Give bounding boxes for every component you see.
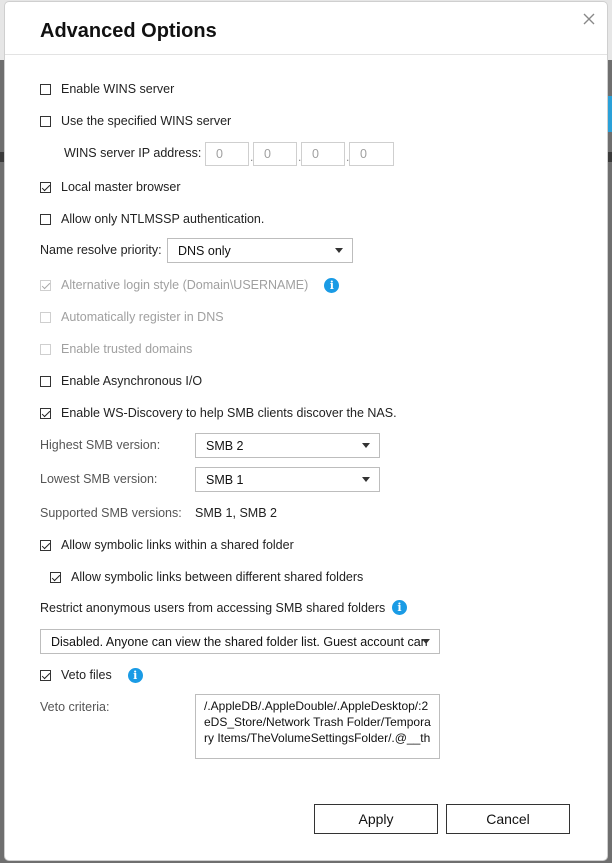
alt-login-row <box>40 275 339 295</box>
alt-login-checkbox <box>40 280 51 291</box>
restrict-anonymous-value: Disabled. Anyone can view the shared folder list. Guest account can <box>51 634 428 649</box>
local-master-label: Local master browser <box>61 180 181 194</box>
alt-login-label: Alternative login style (Domain\USERNAME) <box>61 278 309 292</box>
apply-button[interactable]: Apply <box>314 804 438 834</box>
enable-wins-label: Enable WINS server <box>61 82 175 96</box>
highest-smb-value: SMB 2 <box>206 438 244 453</box>
lowest-smb-select[interactable] <box>195 467 380 492</box>
local-master-row <box>40 177 181 197</box>
chevron-down-icon <box>362 477 370 482</box>
veto-files-checkbox[interactable] <box>40 670 51 681</box>
lowest-smb-value: SMB 1 <box>206 472 244 487</box>
ws-discovery-row <box>40 403 397 423</box>
local-master-checkbox[interactable] <box>40 182 51 193</box>
symlinks-within-row <box>40 535 294 555</box>
enable-wins-checkbox[interactable] <box>40 84 51 95</box>
async-io-checkbox[interactable] <box>40 376 51 387</box>
wins-ip-octet-4[interactable]: 0 <box>349 142 394 166</box>
wins-ip-octet-2[interactable]: 0 <box>253 142 297 166</box>
lowest-smb-label: Lowest SMB version: <box>40 472 158 486</box>
wins-ip-octet-1[interactable]: 0 <box>205 142 249 166</box>
supported-smb-label: Supported SMB versions: <box>40 506 182 520</box>
trusted-domains-checkbox <box>40 344 51 355</box>
veto-files-label: Veto files <box>61 668 112 682</box>
symlinks-between-row <box>50 567 363 587</box>
veto-criteria-label: Veto criteria: <box>40 700 110 714</box>
cancel-button[interactable]: Cancel <box>446 804 570 834</box>
restrict-anonymous-label: Restrict anonymous users from accessing SMB shared folders <box>40 601 386 615</box>
ntlmssp-label: Allow only NTLMSSP authentication. <box>61 212 265 226</box>
wins-ip-octet-3[interactable]: 0 <box>301 142 345 166</box>
advanced-options-dialog <box>5 2 607 860</box>
name-resolve-value: DNS only <box>178 243 231 258</box>
close-icon[interactable] <box>581 11 597 27</box>
name-resolve-label: Name resolve priority: <box>40 243 162 257</box>
name-resolve-select[interactable] <box>167 238 353 263</box>
wins-ip-dot: . <box>346 150 350 164</box>
ws-discovery-label: Enable WS-Discovery to help SMB clients discover the NAS. <box>61 406 397 420</box>
auto-dns-row <box>40 307 224 327</box>
use-specified-wins-checkbox[interactable] <box>40 116 51 127</box>
info-icon[interactable]: i <box>392 600 407 615</box>
enable-wins-row <box>40 79 174 99</box>
dialog-title: Advanced Options <box>40 20 217 42</box>
highest-smb-select[interactable] <box>195 433 380 458</box>
auto-dns-label: Automatically register in DNS <box>61 310 224 324</box>
async-io-row <box>40 371 202 391</box>
symlinks-within-checkbox[interactable] <box>40 540 51 551</box>
trusted-domains-label: Enable trusted domains <box>61 342 193 356</box>
auto-dns-checkbox <box>40 312 51 323</box>
supported-smb-value: SMB 1, SMB 2 <box>195 506 277 520</box>
wins-ip-dot: . <box>298 150 302 164</box>
chevron-down-icon <box>335 248 343 253</box>
wins-ip-dot: . <box>250 150 254 164</box>
info-icon[interactable]: i <box>128 668 143 683</box>
trusted-domains-row <box>40 339 192 359</box>
use-specified-wins-row <box>40 111 231 131</box>
chevron-down-icon <box>362 443 370 448</box>
highest-smb-label: Highest SMB version: <box>40 438 161 452</box>
info-icon[interactable]: i <box>324 278 339 293</box>
chevron-down-icon <box>422 639 430 644</box>
ws-discovery-checkbox[interactable] <box>40 408 51 419</box>
symlinks-within-label: Allow symbolic links within a shared folder <box>61 538 294 552</box>
veto-criteria-textarea[interactable]: /.AppleDB/.AppleDouble/.AppleDesktop/:2eDS_Store/Network Trash Folder/Temporary Items/TheVolumeSettingsFolder/.@__th <box>195 694 440 759</box>
ntlmssp-checkbox[interactable] <box>40 214 51 225</box>
async-io-label: Enable Asynchronous I/O <box>61 374 203 388</box>
ntlmssp-row <box>40 209 264 229</box>
title-divider <box>5 54 607 55</box>
symlinks-between-label: Allow symbolic links between different shared folders <box>71 570 364 584</box>
restrict-anonymous-select[interactable] <box>40 629 440 654</box>
veto-files-row <box>40 665 143 685</box>
use-specified-wins-label: Use the specified WINS server <box>61 114 232 128</box>
wins-ip-label: WINS server IP address: <box>64 146 202 160</box>
symlinks-between-checkbox[interactable] <box>50 572 61 583</box>
